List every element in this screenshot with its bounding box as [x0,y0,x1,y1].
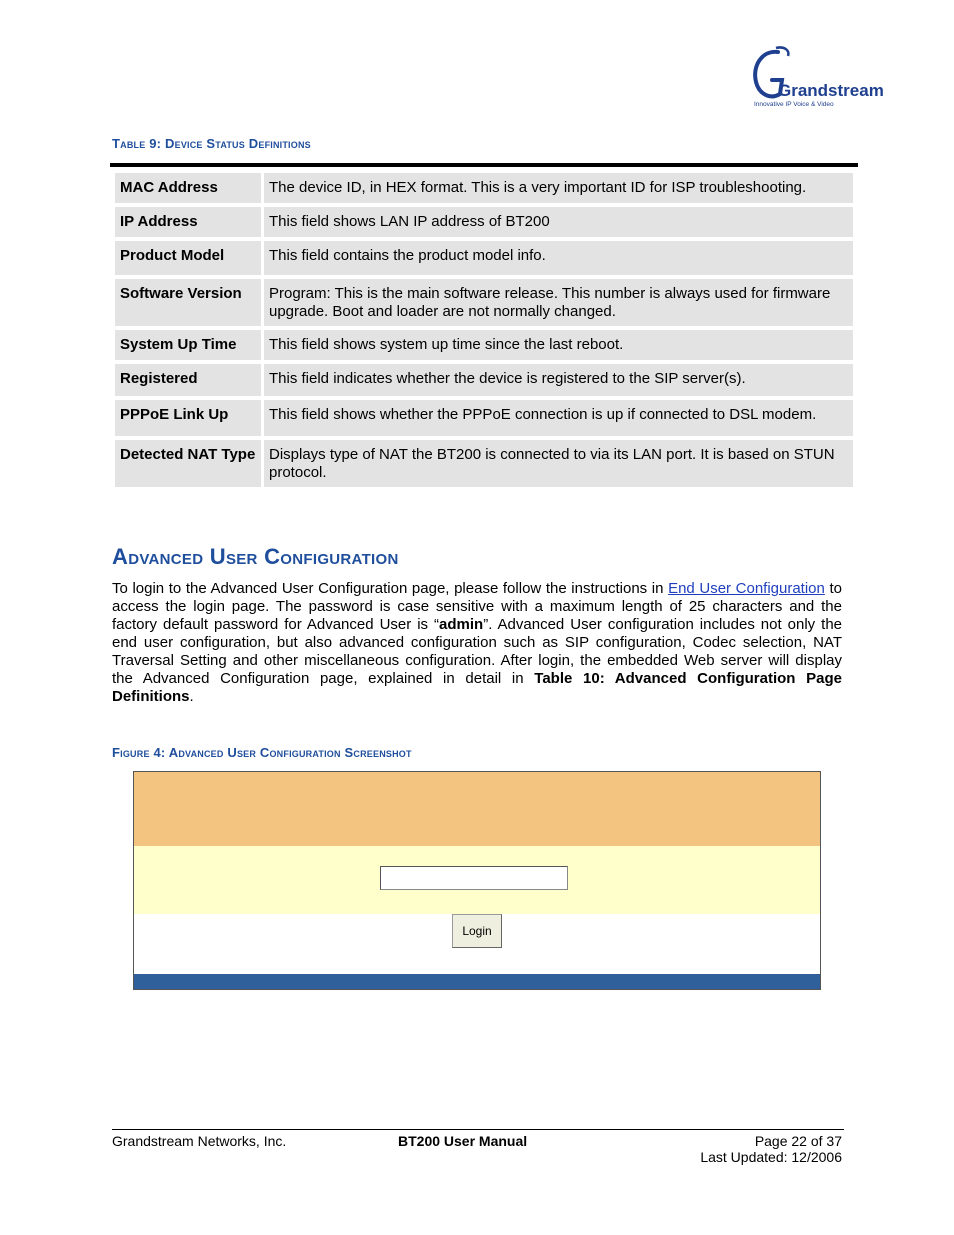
footer-updated: Last Updated: 12/2006 [700,1149,842,1165]
row-value: This field shows whether the PPPoE connection is up if connected to DSL modem. [264,400,853,436]
row-value: The device ID, in HEX format. This is a very important ID for ISP troubleshooting. [264,173,853,203]
footer-band [134,974,820,989]
svg-text:Grandstream: Grandstream [778,81,884,100]
para-text: ”. Advanced User configuration includes not only the end user configuration, but also advanced configuration such as SIP configuration, Codec selection, NAT Traversal Setting and other miscellaneous configuration. After login, the embedded Web server will display the Advanced Configuration page, explained in detail in [112,616,843,687]
para-text: to access the login page. The password is case sensitive with a maximum length of 25 characters and the factory default password for Advanced User is “ [112,580,842,633]
table-row [115,330,853,360]
row-value: This field indicates whether the device is registered to the SIP server(s). [264,364,853,396]
row-key: MAC Address [115,173,261,203]
row-key: System Up Time [115,330,261,360]
row-value: This field contains the product model info. [264,241,853,275]
row-key: IP Address [115,207,261,237]
footer-rule [112,1129,844,1130]
table-row [115,364,853,396]
password-input[interactable] [380,866,568,890]
table-row [115,241,853,275]
intro-paragraph [112,580,842,706]
para-text: . [189,688,194,705]
footer-manual: BT200 User Manual [398,1133,528,1149]
table-row [115,173,853,203]
end-user-config-link[interactable]: End User Configuration [668,580,825,597]
row-key: Product Model [115,241,261,275]
footer-company: Grandstream Networks, Inc. [112,1133,287,1149]
row-value: This field shows system up time since the last reboot. [264,330,853,360]
grandstream-logo [748,44,884,110]
table-caption: Table 9: Device Status Definitions [112,136,311,151]
default-password: admin [439,616,484,633]
row-value: Displays type of NAT the BT200 is connected to via its LAN port. It is based on STUN protocol. [264,440,853,487]
footer-page: Page 22 of 37 [754,1133,842,1149]
row-key: Detected NAT Type [115,440,261,487]
table-top-rule [110,163,858,167]
table-row [115,440,853,487]
login-screenshot [133,771,821,990]
row-key: Registered [115,364,261,396]
row-key: PPPoE Link Up [115,400,261,436]
table-row [115,207,853,237]
device-status-table [112,169,856,491]
table-row [115,400,853,436]
svg-text:Innovative IP Voice & Video: Innovative IP Voice & Video [754,101,834,108]
table-reference: Table 10: Advanced Configuration Page Definitions [112,670,842,705]
header-band [134,772,820,846]
section-heading: Advanced User Configuration [112,544,399,569]
table-row [115,279,853,326]
login-button[interactable]: Login [452,914,502,948]
row-value: Program: This is the main software release. This number is always used for firmware upgrade. Boot and loader are not normally changed. [264,279,853,326]
row-key: Software Version [115,279,261,326]
logo-g-icon [748,44,884,110]
figure-caption: Figure 4: Advanced User Configuration Screenshot [112,745,412,760]
row-value: This field shows LAN IP address of BT200 [264,207,853,237]
para-text: To login to the Advanced User Configuration page, please follow the instructions in [112,580,669,597]
